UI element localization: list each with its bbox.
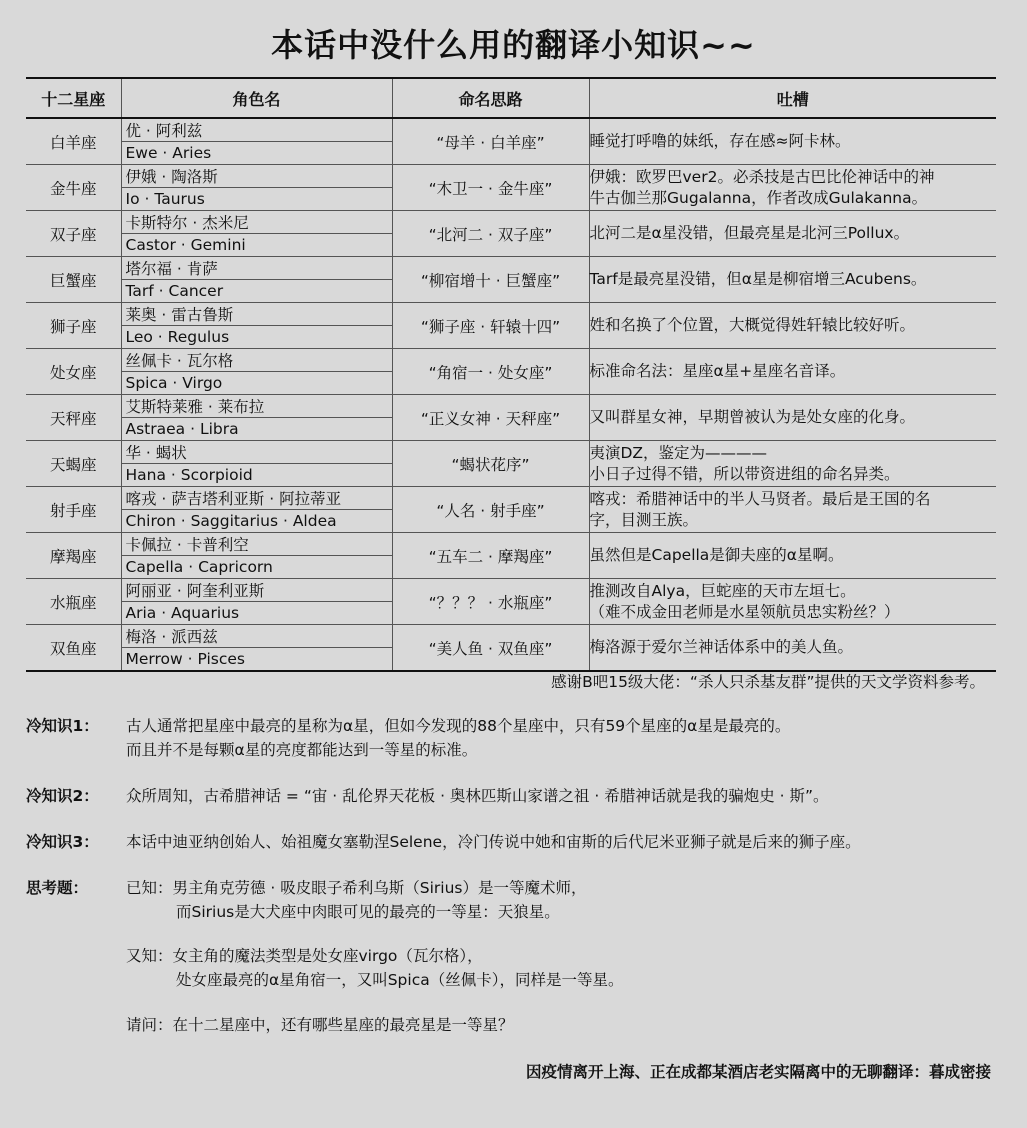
- naming-cell: “角宿一 · 处女座”: [392, 349, 589, 395]
- character-cell: [121, 303, 392, 349]
- sign-cell: 巨蟹座: [26, 257, 121, 303]
- character-cell: [121, 625, 392, 672]
- character-cell: [121, 533, 392, 579]
- question-ask: 请问：在十二星座中，还有哪些星座的最亮星是一等星？: [126, 1016, 514, 1034]
- character-name-zh: 优 · 阿利兹: [122, 119, 392, 142]
- comment-cell: 夷演DZ，鉴定为———— 小日子过得不错，所以带资进组的命名异类。: [589, 441, 996, 487]
- zodiac-table: [26, 77, 996, 672]
- character-name-en: Merrow · Pisces: [125, 650, 246, 668]
- table-row: [26, 441, 996, 487]
- comment-cell: 姓和名换了个位置，大概觉得姓轩辕比较好听。: [589, 303, 996, 349]
- question-label: 思考题：: [26, 879, 89, 897]
- table-row: [26, 118, 996, 165]
- character-name-en: Spica · Virgo: [125, 374, 223, 392]
- character-name-en: Astraea · Libra: [125, 420, 239, 438]
- header-naming: 命名思路: [392, 78, 589, 118]
- sign-cell: 水瓶座: [26, 579, 121, 625]
- character-cell: [121, 257, 392, 303]
- character-cell: [121, 211, 392, 257]
- naming-cell: “五车二 · 摩羯座”: [392, 533, 589, 579]
- character-name-en: Castor · Gemini: [125, 236, 246, 254]
- comment-cell: 北河二是α星没错，但最亮星是北河三Pollux。: [589, 211, 996, 257]
- naming-cell: “母羊 · 白羊座”: [392, 118, 589, 165]
- question-known2-a: 又知：女主角的魔法类型是处女座virgo（瓦尔格），: [126, 947, 483, 965]
- trivia-line: 本话中迪亚纳创始人、始祖魔女塞勒涅Selene，冷门传说中她和宙斯的后代尼米亚狮子就是后来的狮子座。: [126, 833, 861, 851]
- comment-cell: 虽然但是Capella是御夫座的α星啊。: [589, 533, 996, 579]
- trivia-line: 众所周知，古希腊神话 = “宙 · 乱伦界天花板 · 奥林匹斯山家谱之祖 · 希腊神话就是我的骗炮史 · 斯”。: [126, 787, 829, 805]
- character-name-en: Chiron · Saggitarius · Aldea: [125, 512, 337, 530]
- character-name-zh: 喀戎 · 萨吉塔利亚斯 · 阿拉蒂亚: [122, 487, 392, 510]
- header-character: 角色名: [121, 78, 392, 118]
- sign-cell: 白羊座: [26, 118, 121, 165]
- character-cell: [121, 349, 392, 395]
- naming-cell: “狮子座 · 轩辕十四”: [392, 303, 589, 349]
- table-row: [26, 211, 996, 257]
- trivia-label: 冷知识2：: [26, 787, 99, 805]
- character-name-en: Aria · Aquarius: [125, 604, 240, 622]
- character-name-zh: 阿丽亚 · 阿奎利亚斯: [122, 579, 392, 602]
- naming-cell: “柳宿增十 · 巨蟹座”: [392, 257, 589, 303]
- sign-cell: 金牛座: [26, 165, 121, 211]
- character-name-en: Capella · Capricorn: [125, 558, 273, 576]
- sign-cell: 处女座: [26, 349, 121, 395]
- table-row: [26, 579, 996, 625]
- page-title: 本话中没什么用的翻译小知识~~: [271, 26, 756, 64]
- comment-cell: Tarf是最亮星没错，但α星是柳宿增三Acubens。: [589, 257, 996, 303]
- character-name-zh: 卡佩拉 · 卡普利空: [122, 533, 392, 556]
- character-name-zh: 梅洛 · 派西兹: [122, 625, 392, 648]
- character-name-zh: 塔尔福 · 肯萨: [122, 257, 392, 280]
- character-cell: [121, 487, 392, 533]
- sign-cell: 狮子座: [26, 303, 121, 349]
- naming-cell: “美人鱼 · 双鱼座”: [392, 625, 589, 672]
- comment-cell: 伊娥：欧罗巴ver2。必杀技是古巴比伦神话中的神 牛古伽兰那Gugalanna，作者改成Gulakanna。: [589, 165, 996, 211]
- header-comment: 吐槽: [589, 78, 996, 118]
- trivia-label: 冷知识3：: [26, 833, 99, 851]
- naming-cell: “木卫一 · 金牛座”: [392, 165, 589, 211]
- character-cell: [121, 165, 392, 211]
- comment-cell: 标准命名法：星座α星+星座名音译。: [589, 349, 996, 395]
- character-name-zh: 华 · 蝎状: [122, 441, 392, 464]
- sign-cell: 天秤座: [26, 395, 121, 441]
- naming-cell: “北河二 · 双子座”: [392, 211, 589, 257]
- table-row: [26, 625, 996, 672]
- comment-cell: 睡觉打呼噜的妹纸，存在感≈阿卡林。: [589, 118, 996, 165]
- character-name-zh: 丝佩卡 · 瓦尔格: [122, 349, 392, 372]
- table-row: [26, 349, 996, 395]
- sign-cell: 双子座: [26, 211, 121, 257]
- character-cell: [121, 395, 392, 441]
- character-name-zh: 艾斯特莱雅 · 莱布拉: [122, 395, 392, 418]
- character-name-en: Tarf · Cancer: [125, 282, 224, 300]
- table-row: [26, 533, 996, 579]
- comment-cell: 又叫群星女神，早期曾被认为是处女座的化身。: [589, 395, 996, 441]
- table-row: [26, 257, 996, 303]
- comment-cell: 梅洛源于爱尔兰神话体系中的美人鱼。: [589, 625, 996, 672]
- naming-cell: “正义女神 · 天秤座”: [392, 395, 589, 441]
- character-name-en: Leo · Regulus: [125, 328, 230, 346]
- sign-cell: 双鱼座: [26, 625, 121, 672]
- naming-cell: “人名 · 射手座”: [392, 487, 589, 533]
- thanks-note: 感谢B吧15级大佬：“杀人只杀基友群”提供的天文学资料参考。: [551, 673, 985, 691]
- table-header-row: [26, 78, 996, 118]
- character-name-en: Ewe · Aries: [125, 144, 212, 162]
- table-row: [26, 165, 996, 211]
- character-name-zh: 莱奥 · 雷古鲁斯: [122, 303, 392, 326]
- comment-cell: 喀戎：希腊神话中的半人马贤者。最后是王国的名 字，目测王族。: [589, 487, 996, 533]
- character-name-zh: 卡斯特尔 · 杰米尼: [122, 211, 392, 234]
- trivia-line: 而且并不是每颗α星的亮度都能达到一等星的标准。: [126, 741, 478, 759]
- character-cell: [121, 118, 392, 165]
- table-row: [26, 487, 996, 533]
- character-name-en: Io · Taurus: [125, 190, 205, 208]
- sign-cell: 摩羯座: [26, 533, 121, 579]
- question-known2-b: 处女座最亮的α星角宿一，又叫Spica（丝佩卡），同样是一等星。: [176, 971, 624, 989]
- question-known1-b: 而Sirius是大犬座中肉眼可见的最亮的一等星：天狼星。: [176, 903, 560, 921]
- table-row: [26, 395, 996, 441]
- character-cell: [121, 441, 392, 487]
- character-name-en: Hana · Scorpioid: [125, 466, 253, 484]
- header-sign: 十二星座: [26, 78, 121, 118]
- naming-cell: “？？？ · 水瓶座”: [392, 579, 589, 625]
- sign-cell: 射手座: [26, 487, 121, 533]
- translator-credit: 因疫情离开上海、正在成都某酒店老实隔离中的无聊翻译：暮成密接: [525, 1063, 991, 1081]
- character-name-zh: 伊娥 · 陶洛斯: [122, 165, 392, 188]
- character-cell: [121, 579, 392, 625]
- sign-cell: 天蝎座: [26, 441, 121, 487]
- table-row: [26, 303, 996, 349]
- naming-cell: “蝎状花序”: [392, 441, 589, 487]
- trivia-label: 冷知识1：: [26, 717, 99, 735]
- question-known1-a: 已知：男主角克劳德 · 吸皮眼子希利乌斯（Sirius）是一等魔术师，: [126, 879, 587, 897]
- comment-cell: 推测改自Alya，巨蛇座的天市左垣七。 （难不成金田老师是水星领航员忠实粉丝？）: [589, 579, 996, 625]
- trivia-line: 古人通常把星座中最亮的星称为α星，但如今发现的88个星座中，只有59个星座的α星是最亮的。: [126, 717, 791, 735]
